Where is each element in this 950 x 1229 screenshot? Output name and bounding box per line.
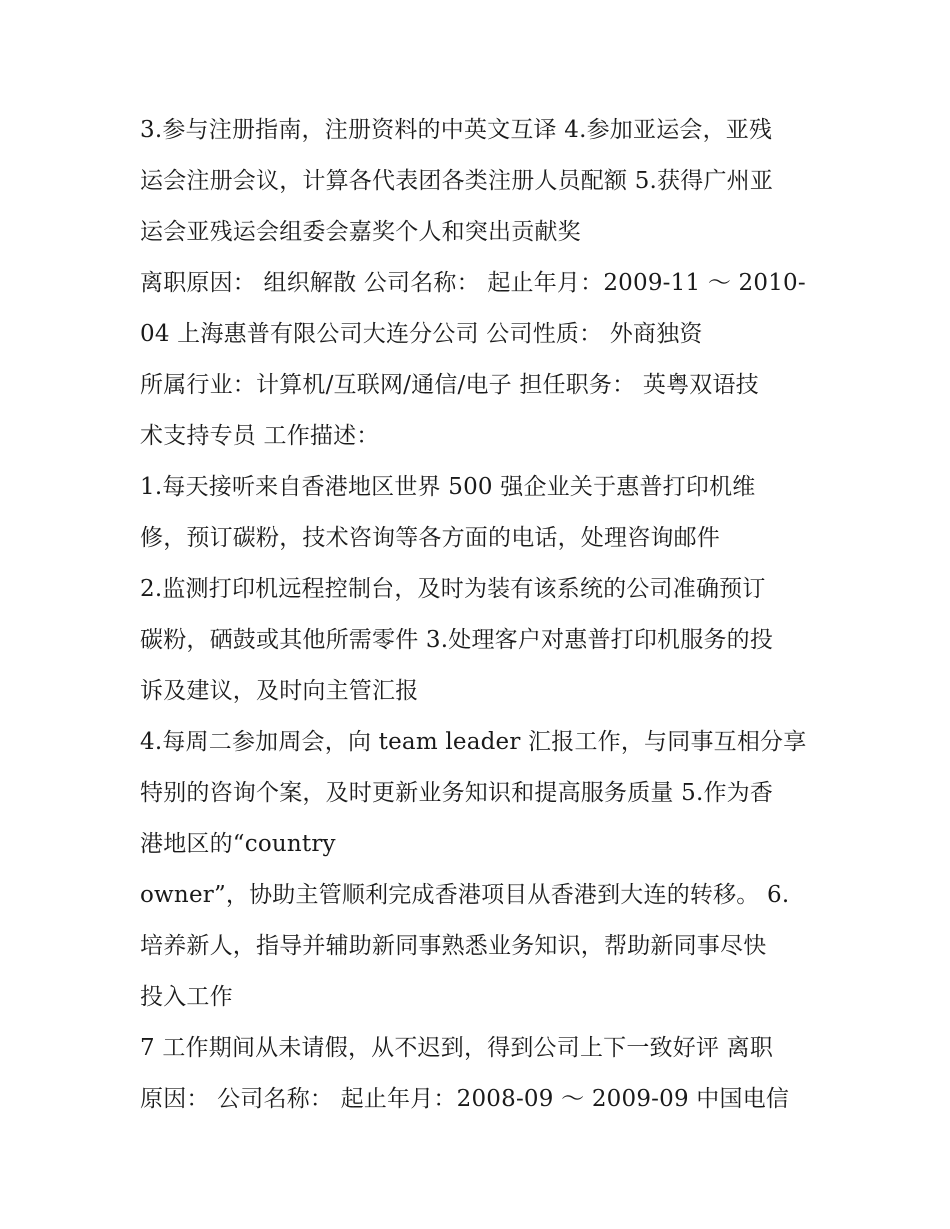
text-line: 7 工作期间从未请假，从不迟到，得到公司上下一致好评 离职 [140, 1035, 774, 1061]
text-line: 3.参与注册指南，注册资料的中英文互译 4.参加亚运会，亚残 [140, 117, 773, 143]
text-line: 特别的咨询个案，及时更新业务知识和提高服务质量 5.作为香 [140, 780, 774, 806]
text-line: 术支持专员 工作描述： [140, 423, 380, 449]
text-line: owner”，协助主管顺利完成香港项目从香港到大连的转移。 6. [140, 882, 790, 908]
text-line: 运会注册会议，计算各代表团各类注册人员配额 5.获得广州亚 [140, 168, 774, 194]
text-line: 所属行业：计算机/互联网/通信/电子 担任职务： 英粤双语技 [140, 372, 759, 398]
text-line: 4.每周二参加周会，向 team leader 汇报工作，与同事互相分享 [140, 729, 807, 755]
text-line: 诉及建议，及时向主管汇报 [140, 678, 419, 704]
text-line: 2.监测打印机远程控制台，及时为装有该系统的公司准确预订 [140, 576, 766, 602]
text-line: 离职原因： 组织解散 公司名称： 起止年月：2009-11 ～ 2010- [140, 270, 806, 296]
text-line: 1.每天接听来自香港地区世界 500 强企业关于惠普打印机维 [140, 474, 756, 500]
text-line: 投入工作 [140, 984, 233, 1010]
text-line: 培养新人，指导并辅助新同事熟悉业务知识，帮助新同事尽快 [140, 933, 767, 959]
text-line: 04 上海惠普有限公司大连分公司 公司性质： 外商独资 [140, 321, 703, 347]
text-line: 港地区的“country [140, 831, 336, 857]
text-line: 原因： 公司名称： 起止年月：2008-09 ～ 2009-09 中国电信 [140, 1086, 790, 1112]
text-line: 修，预订碳粉，技术咨询等各方面的电话，处理咨询邮件 [140, 525, 720, 551]
text-line: 碳粉，硒鼓或其他所需零件 3.处理客户对惠普打印机服务的投 [140, 627, 774, 653]
text-line: 运会亚残运会组委会嘉奖个人和突出贡献奖 [140, 219, 581, 245]
